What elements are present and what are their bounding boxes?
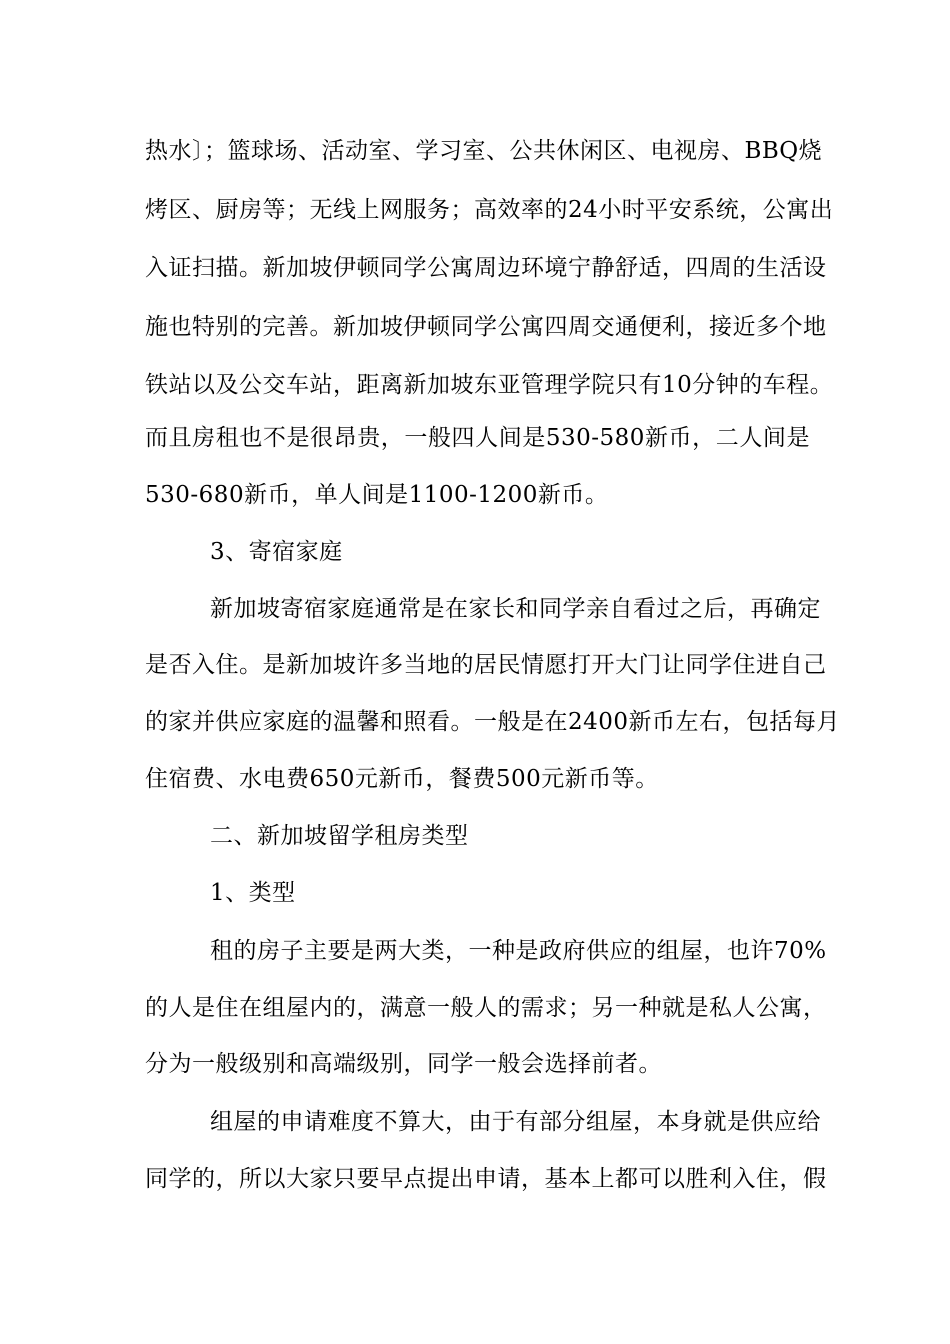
text-line: 的家并供应家庭的温馨和照看。一般是在2400新币左右，包括每月	[145, 709, 841, 735]
text-line: 施也特别的完善。新加坡伊顿同学公寓四周交通便利，接近多个地	[145, 314, 827, 340]
section-heading: 1、类型	[210, 880, 296, 906]
text-line: 530-680新币，单人间是1100-1200新币。	[145, 482, 609, 508]
section-heading: 3、寄宿家庭	[210, 539, 343, 565]
text-line: 烤区、厨房等；无线上网服务；高效率的24小时平安系统，公寓出	[145, 197, 834, 223]
text-line: 住宿费、水电费650元新币，餐费500元新币等。	[145, 766, 659, 792]
text-line: 而且房租也不是很昂贵，一般四人间是530-580新币，二人间是	[145, 425, 810, 451]
text-line: 入证扫描。新加坡伊顿同学公寓周边环境宁静舒适，四周的生活设	[145, 255, 827, 281]
text-line: 新加坡寄宿家庭通常是在家长和同学亲自看过之后，再确定	[210, 596, 821, 622]
text-line: 铁站以及公交车站，距离新加坡东亚管理学院只有10分钟的车程。	[145, 372, 834, 398]
text-line: 同学的，所以大家只要早点提出申请，基本上都可以胜利入住，假	[145, 1166, 827, 1192]
text-line: 组屋的申请难度不算大，由于有部分组屋，本身就是供应给	[210, 1109, 821, 1135]
section-heading: 二、新加坡留学租房类型	[210, 823, 469, 849]
text-line: 租的房子主要是两大类，一种是政府供应的组屋，也许70%	[210, 938, 827, 964]
text-line: 热水〕；篮球场、活动室、学习室、公共休闲区、电视房、BBQ烧	[145, 138, 823, 164]
text-line: 分为一般级别和高端级别，同学一般会选择前者。	[145, 1051, 662, 1077]
text-line: 是否入住。是新加坡许多当地的居民情愿打开大门让同学住进自己	[145, 652, 827, 678]
text-line: 的人是住在组屋内的，满意一般人的需求；另一种就是私人公寓，	[145, 995, 827, 1021]
